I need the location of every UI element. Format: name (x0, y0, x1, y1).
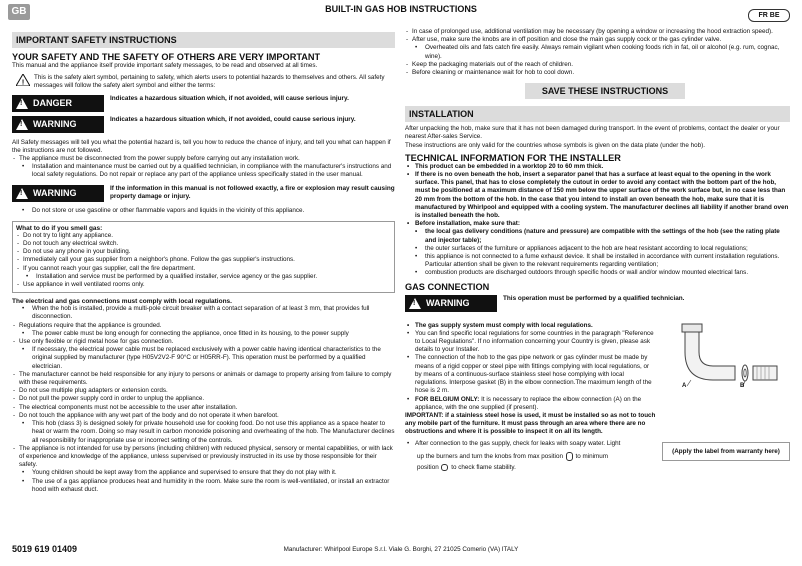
warning-sign (12, 116, 395, 133)
installation-text: After unpacking the hob, make sure that it has not been damaged during transport. In the event of problems, contact the dealer or your nearest After-sales Service. (405, 125, 780, 141)
electrical-item: - The manufacturer cannot be held responsible for any injury to persons or animals or damage to property arising from failure to comply with these requirements. (12, 371, 395, 387)
left-column (12, 32, 395, 494)
language-badge: GB (8, 4, 30, 20)
top-item: • Overheated oils and fats catch fire easily. Always remain vigilant when cooking foods rich in fat, oil or alcohol (e.g. rum, cognac, wine). (405, 44, 790, 60)
gas-connection-text (405, 322, 657, 437)
alert-triangle-icon (12, 74, 34, 90)
electrical-item: - Do not pull the power supply cord in order to unplug the appliance. (12, 395, 395, 403)
tech-sub-item: • this appliance is not connected to a fume exhaust device. It shall be installed in accordance with current installation regulations. Particular attention shall be given to the relevant requirements regarding ventilation; (405, 253, 790, 269)
electrical-item: • This hob (class 3) is designed solely for private household use for cooking food. Do not use this appliance as a space heater to heat or warm the room. Doing so may result in carbon monoxide poisoning and overheating of the hob. The Manufacturer declines all responsibility for inappropriate use or incorrect setting of the controls. (12, 420, 395, 445)
petrol-text: • Do not store or use gasoline or other flammable vapors and liquids in the vicinity of this appliance. (12, 207, 395, 215)
right-column (405, 28, 790, 472)
elbow-connection-diagram (657, 322, 787, 392)
figure-label-a: A (682, 382, 687, 389)
save-instructions-banner: SAVE THESE INSTRUCTIONS (525, 83, 685, 99)
smell-gas-title: What to do if you smell gas: (16, 224, 103, 232)
warning-label-box (12, 116, 104, 133)
gas-warning-label-box (405, 295, 497, 312)
gas-item: • The connection of the hob to the gas pipe network or gas cylinder must be made by means of a rigid copper or steel pipe with fittings complying with local regulations, or by means of a continuous-surface stainless steel hose complying with local regulations. Interpose gasket (B) in the elbow connection.The maximum length of the hose is 2 m. (405, 354, 657, 395)
messages-text: All Safety messages will tell you what the potential hazard is, tell you how to reduce the chance of injury, and tell you what can happen if the instructions are not followed. (12, 138, 391, 154)
tech-sub-item: • the outer surfaces of the furniture or appliances adjacent to the hob are heat resistant according to local regulations; (405, 245, 790, 253)
top-item: - Keep the packaging materials out of the reach of children. (405, 61, 790, 69)
electrical-item: • The power cable must be long enough for connecting the appliance, once fitted in its housing, to the power supply (12, 330, 395, 338)
safety-heading: YOUR SAFETY AND THE SAFETY OF OTHERS ARE VERY IMPORTANT (12, 52, 321, 62)
position-text (405, 464, 657, 472)
list1-item: - The appliance must be disconnected from the power supply before carrying out any installation work. (12, 155, 395, 163)
gas-warning-sign (405, 295, 790, 312)
electrical-item: - Do not touch the appliance with any wet part of the body and do not operate it when barefoot. (12, 412, 395, 420)
smell-item: - Do not touch any electrical switch. (16, 240, 391, 248)
figure-label-b: B (740, 382, 745, 389)
after-connection-text (405, 440, 657, 473)
warning-text: Indicates a hazardous situation which, if not avoided, could cause serious injury. (110, 115, 356, 123)
warning-triangle-icon: ! (409, 298, 421, 309)
belgium-text: It is necessary to replace the elbow connection (A) on the appliance, with the one supplied (if present). (415, 395, 642, 411)
warning2-text: If the information in this manual is not followed exactly, a fire or explosion may result causing property damage or injury. (110, 184, 395, 200)
smell-item: • Installation and service must be performed by a qualified installer, service agency or the gas supplier. (16, 273, 391, 281)
label-area (657, 440, 790, 473)
belgium-item (405, 396, 657, 412)
alert-symbol-block (12, 74, 395, 90)
installation-text-2: These instructions are only valid for the countries whose symbols is given on the data plate (under the hob). (405, 141, 705, 149)
danger-sign (12, 95, 395, 112)
important-text: IMPORTANT: if a stainless steel hose is used, it must be installed so as not to touch any mobile part of the furniture. It must pass through an area where there are no obstructions and where it is possible to inspect it on all its length. (405, 411, 656, 436)
tech-sub-item: • the local gas delivery conditions (nature and pressure) are compatible with the settings of the hob (see the rating plate and injector table); (405, 228, 790, 244)
smell-item: - Use appliance in well ventilated rooms only. (16, 281, 391, 289)
intro-text: This manual and the appliance itself provide important safety messages, to be read and observed at all times. (12, 62, 318, 69)
danger-label-box (12, 95, 104, 112)
top-item: - In case of prolonged use, additional ventilation may be necessary (by opening a window or increasing the hood extraction speed). (405, 28, 790, 36)
burners-text-b: to minimum (575, 452, 609, 460)
electrical-item: • Young children should be kept away from the appliance and supervised to ensure that they do not play with it. (12, 469, 395, 477)
flame-min-icon (441, 464, 448, 471)
tech-item: • This product can be embedded in a worktop 20 to 60 mm thick. (405, 163, 790, 171)
flame-max-icon (566, 452, 573, 461)
gas-title: GAS CONNECTION (405, 281, 490, 292)
warning-triangle-icon: ! (16, 188, 28, 199)
installation-title: INSTALLATION (405, 106, 790, 122)
warning-triangle-icon: ! (16, 98, 28, 109)
gas-elbow-figure (657, 322, 787, 392)
danger-text: Indicates a hazardous situation which, if not avoided, will cause serious injury. (110, 94, 349, 102)
warning2-sign (12, 185, 395, 202)
tech-item: • If there is no oven beneath the hob, insert a separator panel that has a surface at least equal to the opening in the work surface. This panel, that has to close completely the cutout in order to avoid any contact with the bottom part of the hob, must be positioned at a maximum distance of 150 mm below the upper surface of the work surface but, in no case less than 20 mm from the bottom of the hob. In the case that you intend to install an oven beneath the hob, make sure that it is manufactured by Whirlpool and equipped with a cooling system. The manufacturer declines all liability if another brand oven is installed beneath the hob. (405, 171, 790, 220)
smell-gas-box (12, 221, 395, 293)
position-text-a: position (417, 464, 439, 472)
electrical-item: - The electrical components must not be accessible to the user after installation. (12, 404, 395, 412)
warning2-label: WARNING (33, 188, 77, 199)
gas-connection-block (405, 322, 790, 437)
tech-item: • Before installation, make sure that: (405, 220, 790, 228)
warranty-label-box: (Apply the label from warranty here) (662, 442, 790, 461)
position-text-b: to check flame stability. (451, 464, 516, 472)
electrical-item: • When the hob is installed, provide a multi-pole circuit breaker with a contact separation of at least 3 mm, that provides full disconnection. (12, 305, 395, 321)
warning2-label-box (12, 185, 104, 202)
gas-item: • The gas supply system must comply with local regulations. (405, 322, 657, 330)
tech-sub-item: • combustion products are discharged outdoors through specific hoods or wall and/or window mounted electrical fans. (405, 269, 790, 277)
electrical-item: - Regulations require that the appliance is grounded. (12, 322, 395, 330)
list1-item: • Installation and maintenance must be carried out by a qualified technician, in compliance with the manufacturer's instructions and local safety regulations. Do not repair or replace any part of the appliance unless specifically stated in the user manual. (12, 163, 395, 179)
electrical-item: • The use of a gas appliance produces heat and humidity in the room. Make sure the room is well-ventilated, or install an extractor hood with exhaust duct. (12, 478, 395, 494)
smell-item: - Immediately call your gas supplier from a neighbor's phone. Follow the gas supplier's instructions. (16, 256, 391, 264)
after-connection-block (405, 440, 790, 473)
tech-title: TECHNICAL INFORMATION FOR THE INSTALLER (405, 152, 621, 163)
belgium-label: FOR BELGIUM ONLY: (415, 395, 480, 403)
svg-text:!: ! (21, 79, 25, 87)
manufacturer-text: Manufacturer: Whirlpool Europe S.r.l. Viale G. Borghi, 27 21025 Comerio (VA) ITALY (283, 546, 519, 553)
top-item: - After use, make sure the knobs are in off position and close the main gas supply cock or the gas cylinder valve. (405, 36, 790, 44)
warning-label: WARNING (33, 119, 77, 130)
electrical-item: - The appliance is not intended for use by persons (including children) with reduced physical, sensory or mental capabilities, or with lack of experience and knowledge of the appliance, unless supervised or previously instructed in its use by those responsible for their safety. (12, 445, 395, 470)
gas-warning-label: WARNING (426, 298, 470, 309)
electrical-title: The electrical and gas connections must comply with local regulations. (12, 298, 232, 306)
alert-symbol-text: This is the safety alert symbol, pertaining to safety, which alerts users to potential hazards to themselves and others. All safety messages will follow the safety alert symbol and either the terms: (34, 74, 385, 90)
danger-label: DANGER (33, 98, 73, 109)
smell-item: - Do not use any phone in your building. (16, 248, 391, 256)
document-title: BUILT-IN GAS HOB INSTRUCTIONS (325, 4, 477, 14)
electrical-item: - Do not use multiple plug adapters or extension cords. (12, 387, 395, 395)
top-item: - Before cleaning or maintenance wait for hob to cool down. (405, 69, 790, 77)
smell-item: - Do not try to light any appliance. (16, 232, 391, 240)
electrical-item: - Use only flexible or rigid metal hose for gas connection. (12, 338, 395, 346)
safety-section-title: IMPORTANT SAFETY INSTRUCTIONS (12, 32, 395, 48)
gas-warning-text: This operation must be performed by a qualified technician. (503, 294, 685, 302)
burners-text (405, 452, 657, 461)
gas-item: • You can find specific local regulations for some countries in the paragraph "Reference to Local Regulations". If no information concerning your Country is given, please ask details to your Installer. (405, 330, 657, 355)
burners-text-a: up the burners and turn the knobs from max position (417, 452, 563, 460)
language-code-badge: FR BE (748, 9, 790, 22)
electrical-item: • If necessary, the electrical power cable must be replaced exclusively with a power cable having identical characteristics to the original supplied by manufacturer (type H05V2V2-F 90°C or H05RR-F). This operation must be performed by a qualified electrician. (12, 346, 395, 371)
product-code: 5019 619 01409 (12, 544, 78, 554)
smell-item: - If you cannot reach your gas supplier, call the fire department. (16, 265, 391, 273)
after-text: • After connection to the gas supply, check for leaks with soapy water. Light (405, 440, 657, 448)
warning-triangle-icon: ! (16, 119, 28, 130)
